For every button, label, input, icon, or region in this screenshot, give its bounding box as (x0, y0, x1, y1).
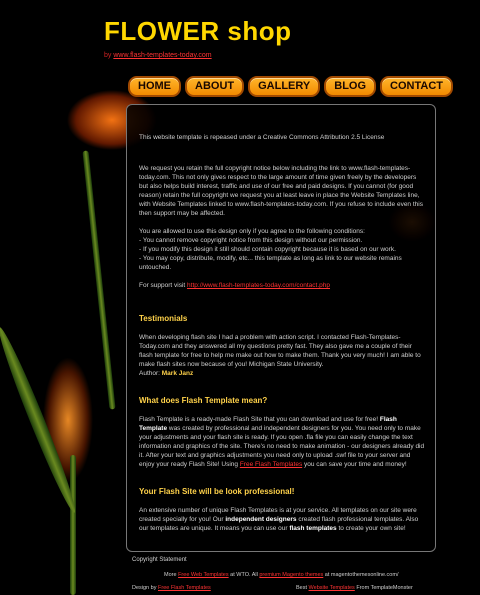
footer-design: Design by Free Flash Templates (132, 585, 211, 591)
conditions-intro: You are allowed to use this design only if you agree to the following conditions: (139, 228, 365, 235)
conditions (139, 227, 425, 272)
content-panel (126, 104, 436, 552)
support-text: For support visit http://www.flash-templates-today.com/contact.php (139, 282, 330, 289)
footer-more: More Free Web Templates at WTO. All premium Magento themes at magentothemesonline.com/ (164, 572, 399, 578)
author-name: Mark Janz (161, 370, 194, 377)
pro-text: An extensive number of unique Flash Templates is at your service. All templates on our site were created specially for you! Our independent designers created flash professional templates. Also our templates are unique. It means you can use our flash templates to create your own site! (139, 507, 419, 532)
nav-gallery-button[interactable]: GALLERY (248, 76, 320, 97)
condition-item: - You may copy, distribute, modify, etc... this template as long as link to our website remains untouched. (139, 255, 402, 271)
nav-home-button[interactable]: HOME (128, 76, 181, 97)
condition-item: - If you modify this design it still should contain copyright because it is based on our work. (139, 246, 396, 253)
license-text: This website template is repeased under a Creative Commons Attribution 2.5 License (139, 134, 385, 141)
support-link[interactable]: http://www.flash-templates-today.com/contact.php (187, 282, 330, 289)
website-templates-link[interactable]: Website Templates (308, 585, 355, 591)
request-text: We request you retain the full copyright notice below including the link to www.flash-templates-today.com. This not only gives respect to the large amount of time given freely by the developers but also helps build interest, traffic and use of our free and paid designs. If you cannot (for good reason) retain the full copyright we request you at least leave in place the Website Templates line, with Website Templates linked to www.flash-templates-today.com. If you refuse to include even this then support may be affected. (139, 165, 423, 217)
testimonials-heading: Testimonials (139, 314, 188, 323)
condition-item: - You cannot remove copyright notice from this design without our permission. (139, 237, 363, 244)
free-web-templates-link[interactable]: Free Web Templates (178, 572, 229, 578)
magento-themes-link[interactable]: premium Magento themes (259, 572, 324, 578)
design-link[interactable]: Free Flash Templates (158, 585, 211, 591)
byline: by www.flash-templates-today.com (104, 52, 212, 59)
main-nav (128, 76, 453, 97)
nav-contact-button[interactable]: CONTACT (380, 76, 453, 97)
nav-about-button[interactable]: ABOUT (185, 76, 244, 97)
site-title: FLOWER shop (104, 16, 292, 46)
copyright-statement: Copyright Statement (132, 557, 187, 563)
what-text: Flash Template is a ready-made Flash Site that you can download and use for free! Flash Template was created by professional and independent designers for you. You need only to make your adjustments and your flash site is ready. If you open .fla file you can easily change the text information and graphics of the site. There's no need to make animation - our designers already did it. After your text and graphics adjustments you need only to upload .swf file to your server and enjoy your ready Flash Site! Using Free Flash Templates you can save your time and money! (139, 416, 425, 468)
what-heading: What does Flash Template mean? (139, 396, 268, 405)
footer-best: Best Website Templates From TemplateMonster (296, 585, 413, 591)
byline-link[interactable]: www.flash-templates-today.com (113, 52, 212, 59)
nav-blog-button[interactable]: BLOG (324, 76, 376, 97)
free-flash-templates-link[interactable]: Free Flash Templates (239, 461, 303, 468)
testimonial: When developing flash site I had a problem with action script. I contacted Flash-Templates-Today.com and they answered all my questions pretty fast. They also gave me a couple of their flash template for free to help me make out how to make them. Thank you very much! I am able to make flash sites now because of you! Michigan State University. Author: Mark Janz (139, 334, 421, 377)
pro-heading: Your Flash Site will be look professional! (139, 487, 295, 496)
tulip-stem (70, 455, 76, 595)
